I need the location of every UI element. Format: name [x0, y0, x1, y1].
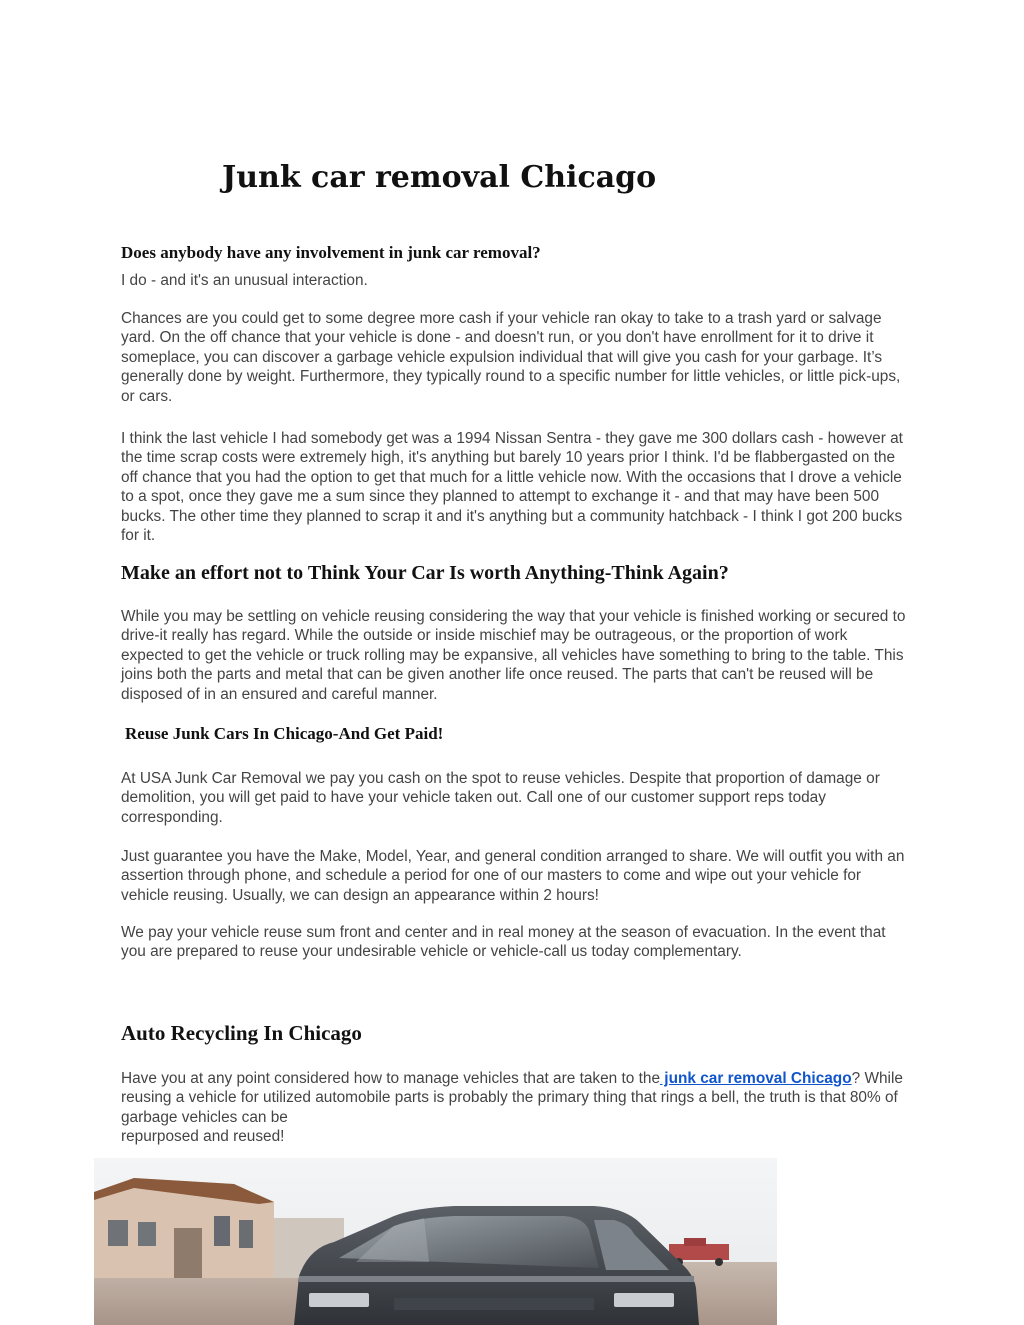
- page-title: Junk car removal Chicago: [222, 160, 657, 195]
- paragraph-nissan-sentra: I think the last vehicle I had somebody get was a 1994 Nissan Sentra - they gave me 300 dollars cash - however at the time scrap costs were extremely high, it's anything but barely 10 years prior I think. I'd be flabbergasted on the off chance that you had the option to get that much for a little vehicle now. With the occasions that I drove a vehicle to a spot, once they gave me a sum since they planned to attempt to exchange it - and that may have been 500 bucks. The other time they planned to scrap it and it's anything but a community hatchback - I think I got 200 bucks for it.: [121, 430, 903, 545]
- paragraph-cash-by-weight: Chances are you could get to some degree more cash if your vehicle ran okay to take to a trash yard or salvage yard. On the off chance that your vehicle is done - and doesn't run, or you don't have enrollment for it to drive it someplace, you can discover a garbage vehicle expulsion individual that will give you cash for your garbage. It’s generally done by weight. Furthermore, they typically round to a specific number for little vehicles, or little pick-ups, or cars.: [121, 310, 901, 405]
- paragraph-text-last-line: repurposed and reused!: [121, 1128, 285, 1146]
- section-heading-think-again: Make an effort not to Think Your Car Is worth Anything-Think Again?: [121, 562, 729, 584]
- paragraph-intro: I do - and it's an unusual interaction.: [121, 272, 368, 289]
- junk-car-removal-chicago-link[interactable]: junk car removal Chicago: [660, 1070, 852, 1087]
- section-heading-involvement: Does anybody have any involvement in junk car removal?: [121, 243, 541, 262]
- paragraph-pay-front: We pay your vehicle reuse sum front and center and in real money at the season of evacuation. In the event that you are prepared to reuse your undesirable vehicle or vehicle-call us today complementary.: [121, 924, 886, 961]
- junk-car-photo: [94, 1158, 777, 1325]
- paragraph-text-before-link: Have you at any point considered how to manage vehicles that are taken to the: [121, 1070, 661, 1087]
- paragraph-cash-on-spot: At USA Junk Car Removal we pay you cash on the spot to reuse vehicles. Despite that proportion of damage or demolition, you will get paid to have your vehicle taken out. Call one of our customer support reps today corresponding.: [121, 770, 880, 826]
- paragraph-make-model-year: Just guarantee you have the Make, Model, Year, and general condition arranged to share. We will outfit you with an assertion through phone, and schedule a period for one of our masters to come and wipe out your vehicle for vehicle reusing. Usually, we can design an appearance within 2 hours!: [121, 848, 905, 904]
- paragraph-auto-recycling: [121, 1069, 906, 1147]
- paragraph-vehicle-value: While you may be settling on vehicle reusing considering the way that your vehicle is finished working or secured to drive-it really has regard. While the outside or inside mischief may be outrageous, or the proportion of work expected to get the vehicle or truck rolling may be expansive, all vehicles have something to bring to the table. This joins both the parts and metal that can be given another life once reused. The parts that can't be reused will be disposed of in an ensured and careful manner.: [121, 608, 906, 703]
- section-heading-auto-recycling: Auto Recycling In Chicago: [121, 1021, 362, 1045]
- paragraph-text-after-link: ? While reusing a vehicle for utilized automobile parts is probably the primary thing that rings a bell, the truth is that 80% of garbage vehicles can be: [121, 1070, 903, 1126]
- section-heading-get-paid: Reuse Junk Cars In Chicago-And Get Paid!: [125, 724, 444, 743]
